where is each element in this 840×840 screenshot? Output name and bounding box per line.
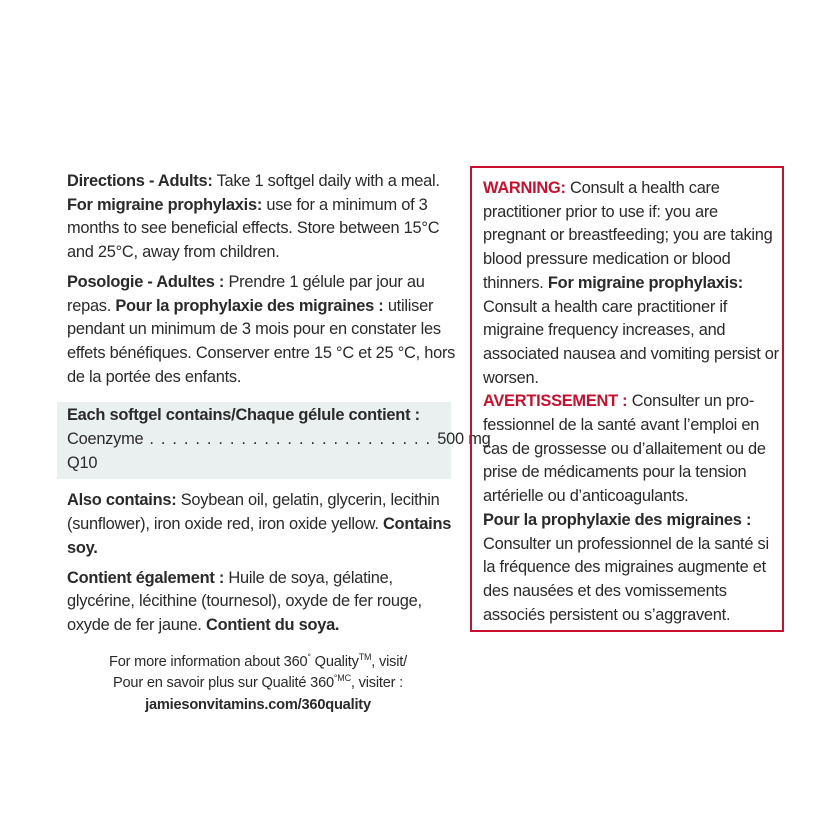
warning-fr-text-1: Consulter un professionnel de la santé avant l’emploi en cas de grossesse ou d’allaitement ou de prise de médicaments pour la tension artérielle ou d’anticoagulants. bbox=[483, 392, 766, 506]
directions-fr-text-1: Prendre 1 gélule par jour au repas. bbox=[67, 272, 425, 315]
directions-en bbox=[67, 170, 459, 265]
warning-en bbox=[483, 177, 782, 390]
footer-line-fr bbox=[67, 673, 449, 695]
also-contains-en-label: Also contains: bbox=[67, 491, 177, 510]
footer-en-text-c: , visit/ bbox=[371, 653, 407, 670]
warning-en-text-1: Consult a health care practitioner prior to use if: you are pregnant or breastfeeding; you are taking blood pressure medication or blood thinners. bbox=[483, 179, 773, 292]
warning-en-text-2: Consult a health care practitioner if migraine frequency increases, and associated nausea and vomiting persist or worsen. bbox=[483, 297, 779, 387]
leader-dots: . . . . . . . . . . . . . . . . . . . . . . . . . bbox=[149, 430, 432, 449]
warning-fr-label: AVERTISSEMENT : bbox=[483, 392, 628, 411]
supplement-row bbox=[67, 428, 491, 475]
warning-box bbox=[470, 166, 784, 632]
supplement-heading bbox=[67, 404, 441, 428]
footer-fr-text-a: Pour en savoir plus sur Qualité 360 bbox=[112, 675, 334, 692]
footer-url[interactable] bbox=[67, 695, 449, 717]
directions-fr-migraine-label: Pour la prophylaxie des migraines : bbox=[115, 296, 384, 315]
also-contains-fr-label: Contient également : bbox=[67, 568, 225, 587]
supplement-facts-box bbox=[57, 402, 491, 479]
footer-line-en bbox=[67, 652, 449, 674]
directions-en-migraine-label: For migraine prophylaxis: bbox=[67, 195, 263, 214]
directions-fr bbox=[67, 271, 459, 390]
trademark-mark: TM bbox=[358, 651, 372, 662]
ingredient-name: Coenzyme Q10 bbox=[67, 430, 144, 472]
marque-mark: °MC bbox=[333, 673, 351, 684]
footer-en-text-a: For more information about 360 bbox=[108, 653, 308, 670]
allergen-en: Contains soy. bbox=[67, 515, 452, 557]
footer-fr-text-b: , visiter : bbox=[350, 675, 404, 692]
directions-en-text-2: use for a minimum of 3 months to see beneficial effects. Store between 15°C and 25°C, away from children. bbox=[67, 195, 440, 262]
warning-en-label: WARNING: bbox=[483, 179, 566, 197]
warning-en-migraine-label: For migraine prophylaxis: bbox=[547, 273, 743, 292]
quality-footer bbox=[67, 652, 459, 717]
footer-url-text[interactable]: jamiesonvitamins.com/360quality bbox=[145, 696, 371, 713]
also-contains-fr-text: Huile de soya, gélatine, glycérine, lécithine (tournesol), oxyde de fer rouge, oxyde de fer jaune. bbox=[67, 568, 422, 634]
warning-fr bbox=[483, 390, 782, 627]
warning-fr-migraine-label: Pour la prophylaxie des migraines : bbox=[483, 510, 752, 529]
directions-en-label: Directions - Adults: bbox=[67, 172, 213, 190]
allergen-fr: Contient du soya. bbox=[205, 615, 340, 634]
directions-en-text-1: Take 1 softgel daily with a meal. bbox=[212, 172, 440, 190]
degree-mark: ° bbox=[307, 651, 311, 662]
directions-fr-label: Posologie - Adultes : bbox=[67, 272, 225, 291]
directions-fr-text-2: utiliser pendant un minimum de 3 mois pour en constater les effets bénéfiques. Conserver entre 15 °C et 25 °C, hors de la portée des enfants. bbox=[67, 296, 456, 386]
also-contains-en bbox=[67, 489, 459, 560]
warning-fr-text-2: Consulter un professionnel de la santé si la fréquence des migraines augmente et des nausées et des vomissements associés persistent ou s’aggravent. bbox=[483, 534, 769, 624]
ingredient-amount: 500 mg bbox=[437, 430, 491, 449]
also-contains-fr bbox=[67, 567, 459, 638]
also-contains-en-text: Soybean oil, gelatin, glycerin, lecithin (sunflower), iron oxide red, iron oxide yellow. bbox=[67, 491, 440, 534]
supplement-heading-text: Each softgel contains/Chaque gélule contient : bbox=[67, 406, 420, 425]
footer-en-text-b: Quality bbox=[310, 653, 359, 670]
left-column bbox=[67, 170, 491, 716]
